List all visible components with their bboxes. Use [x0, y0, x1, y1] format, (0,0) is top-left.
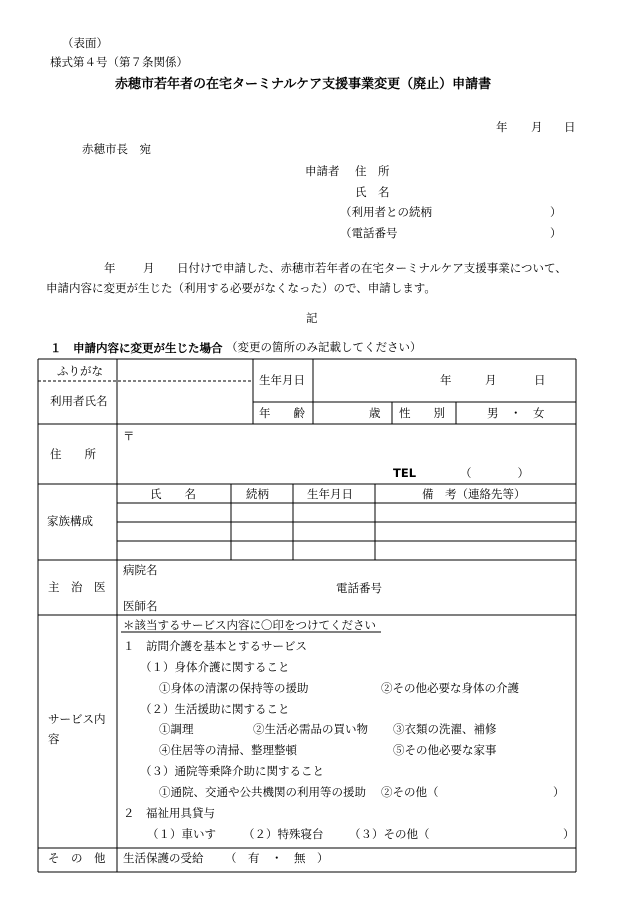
service-2: ２ 福祉用具貸与 — [123, 806, 215, 820]
service-2-close: ） — [563, 827, 575, 841]
family-col-name: 氏 名 — [150, 487, 196, 501]
service-2-b: （２）特殊寝台 — [243, 827, 324, 841]
postal-mark: 〒 — [123, 429, 135, 443]
age-label: 年 齢 — [259, 406, 305, 420]
service-1-1-b: ②その他必要な身体の介護 — [381, 681, 519, 695]
applicant-relation-close: ） — [550, 205, 562, 219]
body-month: 月 — [143, 261, 155, 275]
service-2-a: （１）車いす — [147, 827, 216, 841]
applicant-phone-label: （電話番号 — [340, 226, 398, 240]
birth-day-unit: 日 — [534, 373, 546, 387]
applicant-name-label: 氏 名 — [355, 185, 390, 199]
body-line2: 申請内容に変更が生じた（利用する必要がなくなった）ので、申請します。 — [46, 281, 436, 295]
service-label: サービス内 — [48, 712, 106, 726]
service-note: ＊該当するサービス内容に〇印をつけてください — [123, 618, 376, 632]
section1-note: （変更の箇所のみ記載してください） — [226, 340, 422, 354]
user-name-label: 利用者氏名 — [50, 394, 108, 408]
tel-label: TEL — [393, 466, 417, 480]
service-1-2-a: ①調理 — [159, 722, 194, 736]
page-side-label: （表面） — [62, 36, 108, 50]
addressee: 赤穂市長 宛 — [82, 142, 151, 156]
age-unit: 歳 — [369, 406, 381, 420]
family-col-relation: 続柄 — [246, 487, 269, 501]
welfare-label: 生活保護の受給 — [123, 851, 204, 865]
birthdate-label: 生年月日 — [259, 373, 305, 387]
page-title: 赤穂市若年者の在宅ターミナルケア支援事業変更（廃止）申請書 — [115, 77, 492, 92]
service-label-cont: 容 — [48, 732, 60, 746]
birth-month-unit: 月 — [485, 373, 497, 387]
service-1-1-a: ①身体の清潔の保持等の援助 — [159, 681, 309, 695]
body-line1: 日付けで申請した、赤穂市若年者の在宅ターミナルケア支援事業について、 — [177, 261, 567, 275]
address-label: 住 所 — [50, 447, 96, 461]
service-1-3-a: ①通院、交通や公共機関の利用等の援助 — [159, 785, 366, 799]
service-1-3-b-close: ） — [553, 785, 565, 799]
service-1: １ 訪問介護を基本とするサービス — [123, 639, 307, 653]
sex-label: 性 別 — [399, 406, 445, 420]
date-year: 年 — [496, 120, 508, 134]
family-label: 家族構成 — [47, 514, 93, 528]
date-day: 日 — [564, 120, 576, 134]
service-1-3-b: ②その他（ — [381, 785, 439, 799]
service-1-2: （２）生活援助に関すること — [140, 702, 290, 716]
doctor-label: 主 治 医 — [48, 580, 106, 594]
service-1-2-b: ②生活必需品の買い物 — [253, 722, 368, 736]
service-1-3: （３）通院等乗降介助に関すること — [140, 764, 324, 778]
service-1-2-e: ⑤その他必要な家事 — [393, 743, 497, 757]
date-month: 月 — [531, 120, 543, 134]
service-2-c: （３）その他（ — [349, 827, 430, 841]
service-1-2-d: ④住居等の清掃、整理整頓 — [159, 743, 297, 757]
doctor-phone-label: 電話番号 — [336, 581, 382, 595]
form-number: 様式第４号（第７条関係） — [50, 55, 188, 69]
sex-options: 男 ・ 女 — [487, 406, 545, 420]
hospital-label: 病院名 — [123, 563, 158, 577]
doctor-name-label: 医師名 — [123, 599, 158, 613]
section1-heading: １ 申請内容に変更が生じた場合 — [50, 341, 223, 355]
applicant-label: 申請者 — [305, 164, 340, 178]
applicant-address-label: 住 所 — [355, 164, 390, 178]
family-col-note: 備 考（連絡先等） — [422, 487, 526, 501]
ki-mark: 記 — [306, 311, 318, 325]
service-1-2-c: ③衣類の洗濯、補修 — [393, 722, 497, 736]
applicant-relation-label: （利用者との続柄 — [340, 205, 432, 219]
applicant-phone-close: ） — [550, 226, 562, 240]
welfare-options: （ 有 ・ 無 ） — [225, 851, 329, 865]
birth-year-unit: 年 — [440, 373, 452, 387]
service-1-1: （１）身体介護に関すること — [140, 660, 290, 674]
tel-paren: （ ） — [460, 466, 529, 480]
furigana-label: ふりがな — [57, 364, 103, 378]
body-year: 年 — [104, 261, 116, 275]
family-col-birthdate: 生年月日 — [307, 487, 353, 501]
other-label: そ の 他 — [48, 851, 106, 865]
